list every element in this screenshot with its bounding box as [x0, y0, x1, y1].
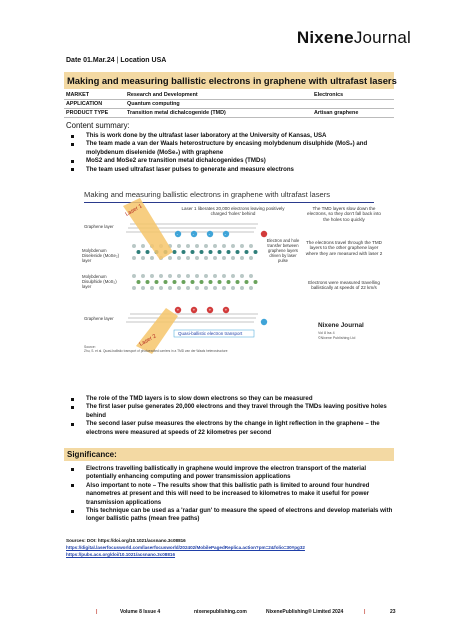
- journal-logo: NixeneJournal: [296, 28, 411, 47]
- lattice-atom: [182, 280, 186, 284]
- laser-2-label: Laser 2: [138, 333, 158, 348]
- lattice-atom: [141, 244, 145, 248]
- lattice-atom: [186, 244, 190, 248]
- lattice-atom: [146, 280, 150, 284]
- lattice-atom: [213, 286, 217, 290]
- hole-marker-icon: [261, 231, 267, 237]
- list-item: The second laser pulse measures the electrons by the change in light reflection in the graphene – the electrons were measured at speeds of 22 kilometres per second: [64, 420, 394, 437]
- figure-illustration: [78, 190, 388, 416]
- source-link-acs[interactable]: https://pubs.acs.org/doi/10.1021/acsnano.3c08816: [66, 552, 176, 558]
- lattice-atom: [195, 274, 199, 278]
- holes-row: [175, 307, 229, 313]
- lattice-atom: [173, 250, 177, 254]
- lattice-atom: [164, 280, 168, 284]
- lattice-atom: [168, 286, 172, 290]
- lattice-atom: [213, 274, 217, 278]
- list-item: The team made a van der Waals heterostructure by encasing molybdenum disulphide (MoS₂) and molybdenum diselenide (MoSe₂) with graphene: [64, 140, 394, 157]
- lattice-atom: [254, 250, 258, 254]
- figure-source-text: Zhu, S. et al. Quasi-ballistic transport of photoexcited carriers in a TMD van der Waals heterostructure: [84, 349, 228, 353]
- footer-separator: |: [364, 609, 366, 615]
- lattice-atom: [132, 274, 136, 278]
- figure-source-label: Source:: [84, 345, 96, 349]
- meta-row-product-type: PRODUCT TYPE Transition metal dichalcogenide (TMD) Artisan graphene: [64, 109, 394, 118]
- layer-label-mos2: Molybdenum Disulphide (MoS₂) layer: [82, 274, 117, 290]
- lattice-atom: [159, 274, 163, 278]
- significance-list: [64, 465, 394, 524]
- lattice-atom: [186, 256, 190, 260]
- meta-row-application: APPLICATION Quantum computing: [64, 100, 394, 109]
- lattice-atom: [141, 286, 145, 290]
- lattice-atom: [204, 256, 208, 260]
- lattice-atom: [141, 274, 145, 278]
- footer-volume: Volume 8 Issue 4: [120, 609, 161, 615]
- layer-label-graphene-top: Graphene layer: [84, 224, 114, 229]
- laser-1-label: Laser 1: [124, 203, 144, 218]
- right-text-3: Electrons were measured travelling ballistically at speeds of 22 km/s: [308, 280, 380, 291]
- charge-sign: -: [224, 231, 227, 237]
- source-link-laserfocusworld[interactable]: https://digital.laserfocusworld.com/laserfocusworld/202402/MobilePagedReplica.action?pm=2&folio=30#pg32: [66, 545, 305, 551]
- caption-laser-1: Laser 1 liberates 20,000 electrons leaving positively charged 'holes' behind: [181, 206, 285, 217]
- lattice-atom: [150, 286, 154, 290]
- lattice-atom: [195, 256, 199, 260]
- lattice-atom: [191, 250, 195, 254]
- right-text-2: The electrons travel through the TMD layers to the other graphene layer where they are measured with laser 2: [305, 240, 383, 256]
- lattice-atom: [249, 256, 253, 260]
- lattice-atom: [222, 256, 226, 260]
- content-summary-heading: Content summary:: [66, 121, 130, 130]
- lattice-atom: [240, 244, 244, 248]
- layer-label-graphene-bottom: Graphene layer: [84, 316, 114, 321]
- sources-block: [66, 537, 396, 559]
- lattice-atom: [137, 250, 141, 254]
- lattice-atom: [240, 274, 244, 278]
- list-item: The first laser pulse generates 20,000 electrons and they travel through the TMDs leaving positive holes behind: [64, 403, 394, 420]
- list-item: Electrons travelling ballistically in graphene would improve the electron transport of the material potentially enhancing computing and power transmission applications: [64, 465, 394, 482]
- lattice-atom: [195, 244, 199, 248]
- dateline: Date 01.Mar.24 | Location USA: [66, 57, 167, 64]
- lattice-atom: [245, 280, 249, 284]
- lattice-atom: [200, 250, 204, 254]
- lattice-atom: [236, 280, 240, 284]
- lattice-atom: [231, 244, 235, 248]
- lattice-atom: [177, 256, 181, 260]
- mos2-layer: [132, 274, 258, 290]
- right-text-1: The TMD layers slow down the electrons, so they don't fall back into the holes too quickly: [307, 206, 381, 222]
- lattice-atom: [137, 280, 141, 284]
- laser-2-beam: [136, 308, 178, 354]
- electron-marker-icon: [261, 319, 267, 325]
- figure-logo: Nixene Journal: [318, 322, 364, 329]
- lattice-atom: [245, 250, 249, 254]
- lattice-atom: [218, 280, 222, 284]
- charge-sign: +: [208, 307, 212, 313]
- lattice-atom: [132, 286, 136, 290]
- lattice-atom: [227, 280, 231, 284]
- lattice-atom: [231, 274, 235, 278]
- lattice-atom: [227, 250, 231, 254]
- lattice-atom: [186, 286, 190, 290]
- lattice-atom: [209, 250, 213, 254]
- footer-site: nixenepublishing.com: [194, 609, 247, 615]
- figure-title: Making and measuring ballistic electrons in graphene with ultrafast lasers: [84, 190, 331, 199]
- sources-doi: Sources: DOI: https://doi.org/10.1021/acsnano.3c08816: [66, 538, 186, 543]
- lattice-atom: [236, 250, 240, 254]
- lattice-atom: [209, 280, 213, 284]
- lattice-atom: [231, 286, 235, 290]
- lattice-atom: [195, 286, 199, 290]
- article-title: Making and measuring ballistic electrons in graphene with ultrafast lasers: [67, 75, 397, 86]
- heterostructure-figure: [78, 190, 388, 416]
- lattice-atom: [173, 280, 177, 284]
- lattice-atom: [168, 256, 172, 260]
- lattice-atom: [200, 280, 204, 284]
- footer-copyright: NixenePublishing® Limited 2024: [266, 609, 344, 615]
- lattice-atom: [249, 244, 253, 248]
- lattice-atom: [186, 274, 190, 278]
- lattice-atom: [222, 286, 226, 290]
- footer-separator: |: [96, 609, 98, 615]
- list-item: MoS2 and MoSe2 are transition metal dichalcogenides (TMDs): [64, 157, 394, 165]
- charge-sign: +: [192, 307, 196, 313]
- graphene-layer-bottom: [126, 314, 258, 322]
- lattice-atom: [177, 274, 181, 278]
- figure-logo-sub2: ©Nixene Publishing Ltd: [318, 336, 356, 340]
- caption-ballistic: Quasi-ballistic electron transport: [178, 331, 243, 336]
- lattice-atom: [204, 274, 208, 278]
- charge-sign: -: [208, 231, 211, 237]
- article-title-bar: [64, 72, 397, 89]
- detail-list: [64, 395, 394, 437]
- lattice-atom: [240, 286, 244, 290]
- list-item: This is work done by the ultrafast laser laboratory at the University of Kansas, USA: [64, 132, 394, 140]
- list-item: The role of the TMD layers is to slow down electrons so they can be measured: [64, 395, 394, 403]
- lattice-atom: [249, 286, 253, 290]
- significance-heading: Significance:: [67, 450, 117, 459]
- lattice-atom: [191, 280, 195, 284]
- meta-row-market: MARKET Research and Development Electronics: [64, 91, 394, 100]
- lattice-atom: [150, 274, 154, 278]
- lattice-atom: [213, 244, 217, 248]
- lattice-atom: [177, 286, 181, 290]
- charge-sign: -: [176, 231, 179, 237]
- list-item: This technique can be used as a 'radar gun' to measure the speed of electrons and develop materials with longer ballistic paths (mean free paths): [64, 507, 394, 524]
- figure-logo-sub: Vol 8 Iss 4: [318, 331, 335, 335]
- charge-sign: +: [176, 307, 180, 313]
- layer-label-mose2: Molybdenum Diselenide (MoSe₂) layer: [82, 248, 120, 264]
- lattice-atom: [222, 274, 226, 278]
- content-summary-list: [64, 132, 394, 174]
- lattice-atom: [218, 250, 222, 254]
- significance-heading-bar: [64, 448, 394, 461]
- list-item: The team used ultrafast laser pulses to generate and measure electrons: [64, 166, 394, 174]
- lattice-atom: [240, 256, 244, 260]
- lattice-atom: [141, 256, 145, 260]
- lattice-atom: [249, 274, 253, 278]
- lattice-atom: [168, 274, 172, 278]
- lattice-atom: [150, 256, 154, 260]
- lattice-atom: [204, 286, 208, 290]
- lattice-atom: [146, 250, 150, 254]
- lattice-atom: [177, 244, 181, 248]
- footer-page-number: 23: [390, 609, 396, 615]
- list-item: Also important to note – The results show that this ballistic path is limited to around four hundred nanometres at present and this will need to be increased to kilometres to make it useful for power transmission applications: [64, 482, 394, 507]
- lattice-atom: [155, 280, 159, 284]
- lattice-atom: [213, 256, 217, 260]
- lattice-atom: [132, 244, 136, 248]
- lattice-atom: [132, 256, 136, 260]
- lattice-atom: [222, 244, 226, 248]
- lattice-atom: [231, 256, 235, 260]
- caption-transfer: Electron and hole transfer between graphene layers driven by laser pulse: [266, 238, 300, 263]
- lattice-atom: [182, 250, 186, 254]
- lattice-atom: [254, 280, 258, 284]
- lattice-atom: [204, 244, 208, 248]
- lattice-atom: [159, 286, 163, 290]
- charge-sign: +: [224, 307, 228, 313]
- charge-sign: -: [192, 231, 195, 237]
